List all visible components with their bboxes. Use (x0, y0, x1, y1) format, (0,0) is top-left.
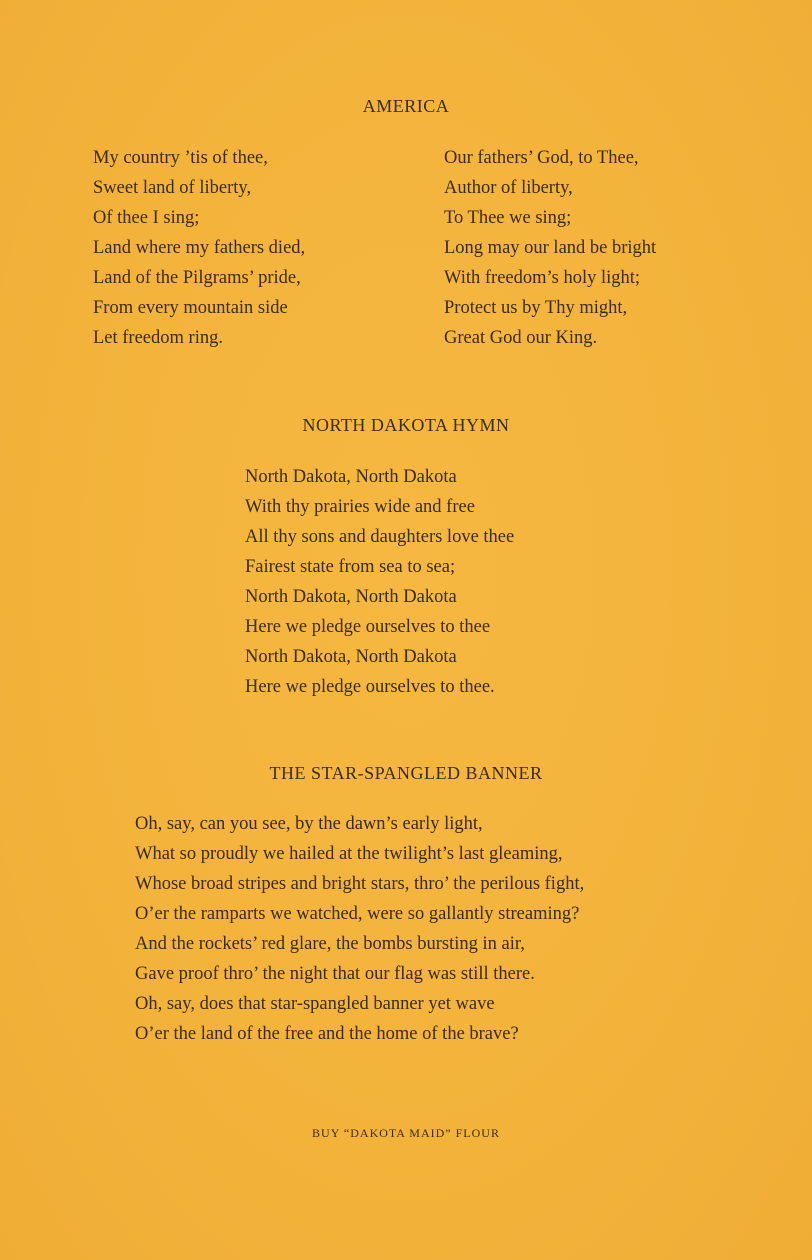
verse-line: Oh, say, can you see, by the dawn’s early light, (135, 814, 483, 834)
verse-line: North Dakota, North Dakota (245, 647, 457, 667)
verse-line: With thy prairies wide and free (245, 497, 475, 517)
verse-line: Gave proof thro’ the night that our flag was still there. (135, 964, 535, 984)
verse-line: North Dakota, North Dakota (245, 587, 457, 607)
verse-line: Land of the Pilgrams’ pride, (93, 268, 301, 288)
star-spangled-banner-title: THE STAR-SPANGLED BANNER (269, 763, 543, 783)
america-left-stanza (93, 143, 305, 353)
verse-line: Let freedom ring. (93, 328, 223, 348)
verse-line: To Thee we sing; (444, 208, 572, 228)
verse-line: Whose broad stripes and bright stars, thro’ the perilous fight, (135, 874, 585, 894)
verse-line: Here we pledge ourselves to thee. (245, 677, 495, 697)
verse-line: From every mountain side (93, 298, 288, 318)
north-dakota-hymn-verse (245, 462, 514, 702)
verse-line: With freedom’s holy light; (444, 268, 641, 288)
verse-line: Protect us by Thy might, (444, 298, 628, 318)
verse-line: Our fathers’ God, to Thee, (444, 148, 639, 168)
verse-line: North Dakota, North Dakota (245, 467, 457, 487)
verse-line: O’er the ramparts we watched, were so gallantly streaming? (135, 904, 580, 924)
verse-line: Oh, say, does that star-spangled banner yet wave (135, 994, 495, 1014)
verse-line: What so proudly we hailed at the twilight’s last gleaming, (135, 844, 563, 864)
verse-line: Long may our land be bright (444, 238, 657, 258)
verse-line: O’er the land of the free and the home of the brave? (135, 1024, 519, 1044)
verse-line: Fairest state from sea to sea; (245, 557, 456, 577)
north-dakota-hymn-title: NORTH DAKOTA HYMN (302, 415, 510, 435)
footer-advert: BUY “DAKOTA MAID” FLOUR (312, 1126, 500, 1140)
verse-line: Sweet land of liberty, (93, 178, 252, 198)
star-spangled-banner-verse (135, 809, 584, 1049)
america-right-stanza (444, 143, 656, 353)
verse-line: And the rockets’ red glare, the bombs bursting in air, (135, 934, 525, 954)
verse-line: Great God our King. (444, 328, 598, 348)
verse-line: Land where my fathers died, (93, 238, 306, 258)
verse-line: Of thee I sing; (93, 208, 200, 228)
america-title: AMERICA (362, 96, 450, 116)
verse-line: Here we pledge ourselves to thee (245, 617, 491, 637)
verse-line: All thy sons and daughters love thee (245, 527, 515, 547)
verse-line: My country ’tis of thee, (93, 148, 268, 168)
verse-line: Author of liberty, (444, 178, 573, 198)
